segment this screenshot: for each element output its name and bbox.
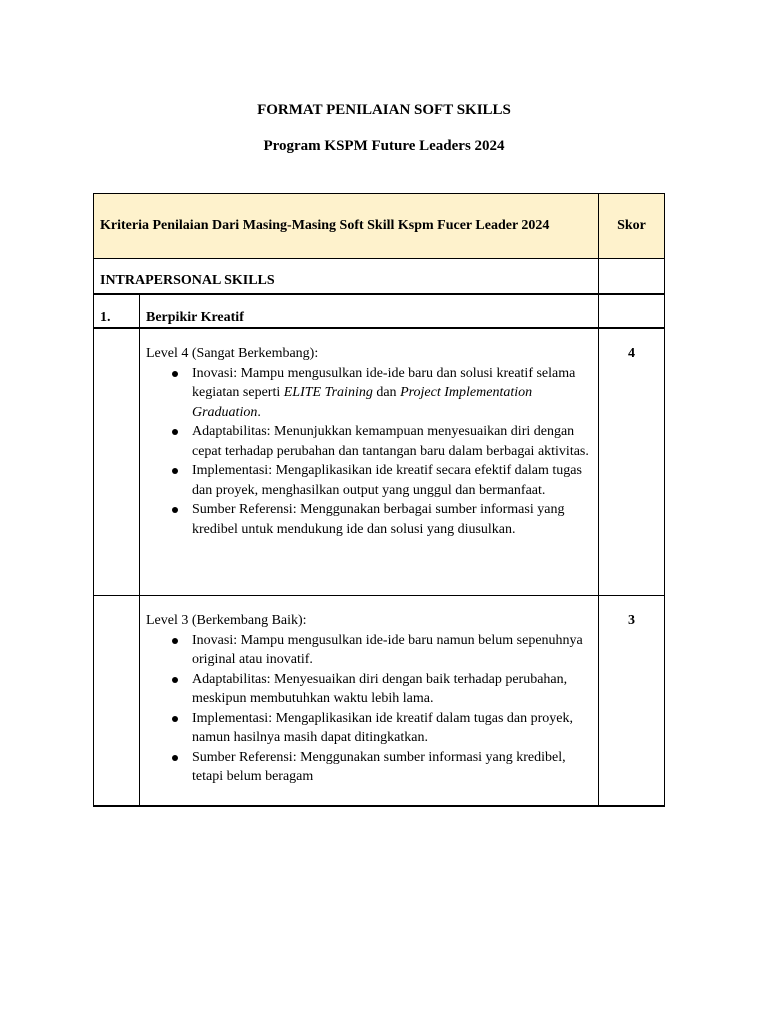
score-value: 4 <box>628 346 636 361</box>
list-item: Sumber Referensi: Menggunakan sumber informasi yang kredibel, tetapi belum beragam <box>192 748 592 787</box>
criteria-list <box>146 631 592 787</box>
table-header-row <box>94 194 665 259</box>
criteria-list <box>146 364 592 540</box>
level-number-cell <box>94 596 140 807</box>
level-score-cell <box>599 328 665 596</box>
list-item: Adaptabilitas: Menunjukkan kemampuan menyesuaikan diri dengan cepat terhadap perubahan dan tantangan baru dalam berbagai aktivitas. <box>192 422 592 461</box>
level-number-cell <box>94 328 140 596</box>
program-name: Project Implementation Graduation <box>192 385 533 420</box>
skill-row <box>94 294 665 328</box>
level-description-cell <box>140 328 599 596</box>
score-value: 3 <box>628 613 636 628</box>
score-header-cell <box>599 194 665 259</box>
level-row <box>94 328 665 596</box>
assessment-table <box>93 193 665 807</box>
criteria-header: Kriteria Penilaian Dari Masing-Masing Soft Skill Kspm Fucer Leader 2024 <box>100 218 550 233</box>
section-row <box>94 259 665 295</box>
level-row <box>94 596 665 807</box>
list-item: Implementasi: Mengaplikasikan ide kreatif secara efektif dalam tugas dan proyek, menghasilkan output yang unggul dan bermanfaat. <box>192 461 592 500</box>
section-cell <box>94 259 599 295</box>
section-score-cell <box>599 259 665 295</box>
skill-number-cell <box>94 294 140 328</box>
level-title: Level 3 (Berkembang Baik): <box>146 613 307 628</box>
document-subtitle: Program KSPM Future Leaders 2024 <box>263 138 505 154</box>
list-item <box>192 364 592 423</box>
skill-name-cell <box>140 294 599 328</box>
level-title: Level 4 (Sangat Berkembang): <box>146 346 319 361</box>
skill-score-cell <box>599 294 665 328</box>
criteria-text: . <box>257 404 261 420</box>
score-header: Skor <box>617 218 646 233</box>
skill-name: Berpikir Kreatif <box>146 310 244 325</box>
document-title: FORMAT PENILAIAN SOFT SKILLS <box>257 102 511 118</box>
criteria-header-cell <box>94 194 599 259</box>
list-item: Inovasi: Mampu mengusulkan ide-ide baru namun belum sepenuhnya original atau inovatif. <box>192 631 592 670</box>
list-item: Adaptabilitas: Menyesuaikan diri dengan baik terhadap perubahan, meskipun membutuhkan waktu lebih lama. <box>192 670 592 709</box>
criteria-text: dan <box>372 385 401 400</box>
program-name: ELITE Training <box>283 385 373 400</box>
skill-number: 1. <box>100 310 111 325</box>
level-score-cell <box>599 596 665 807</box>
criteria-text: Inovasi: Mampu mengusulkan ide-ide baru dan solusi kreatif selama kegiatan seperti <box>192 365 576 400</box>
list-item: Sumber Referensi: Menggunakan berbagai sumber informasi yang kredibel untuk mendukung ide dan solusi yang diusulkan. <box>192 500 592 539</box>
level-description-cell <box>140 596 599 807</box>
section-title: INTRAPERSONAL SKILLS <box>100 273 275 288</box>
list-item: Implementasi: Mengaplikasikan ide kreatif dalam tugas dan proyek, namun hasilnya masih dapat ditingkatkan. <box>192 709 592 748</box>
